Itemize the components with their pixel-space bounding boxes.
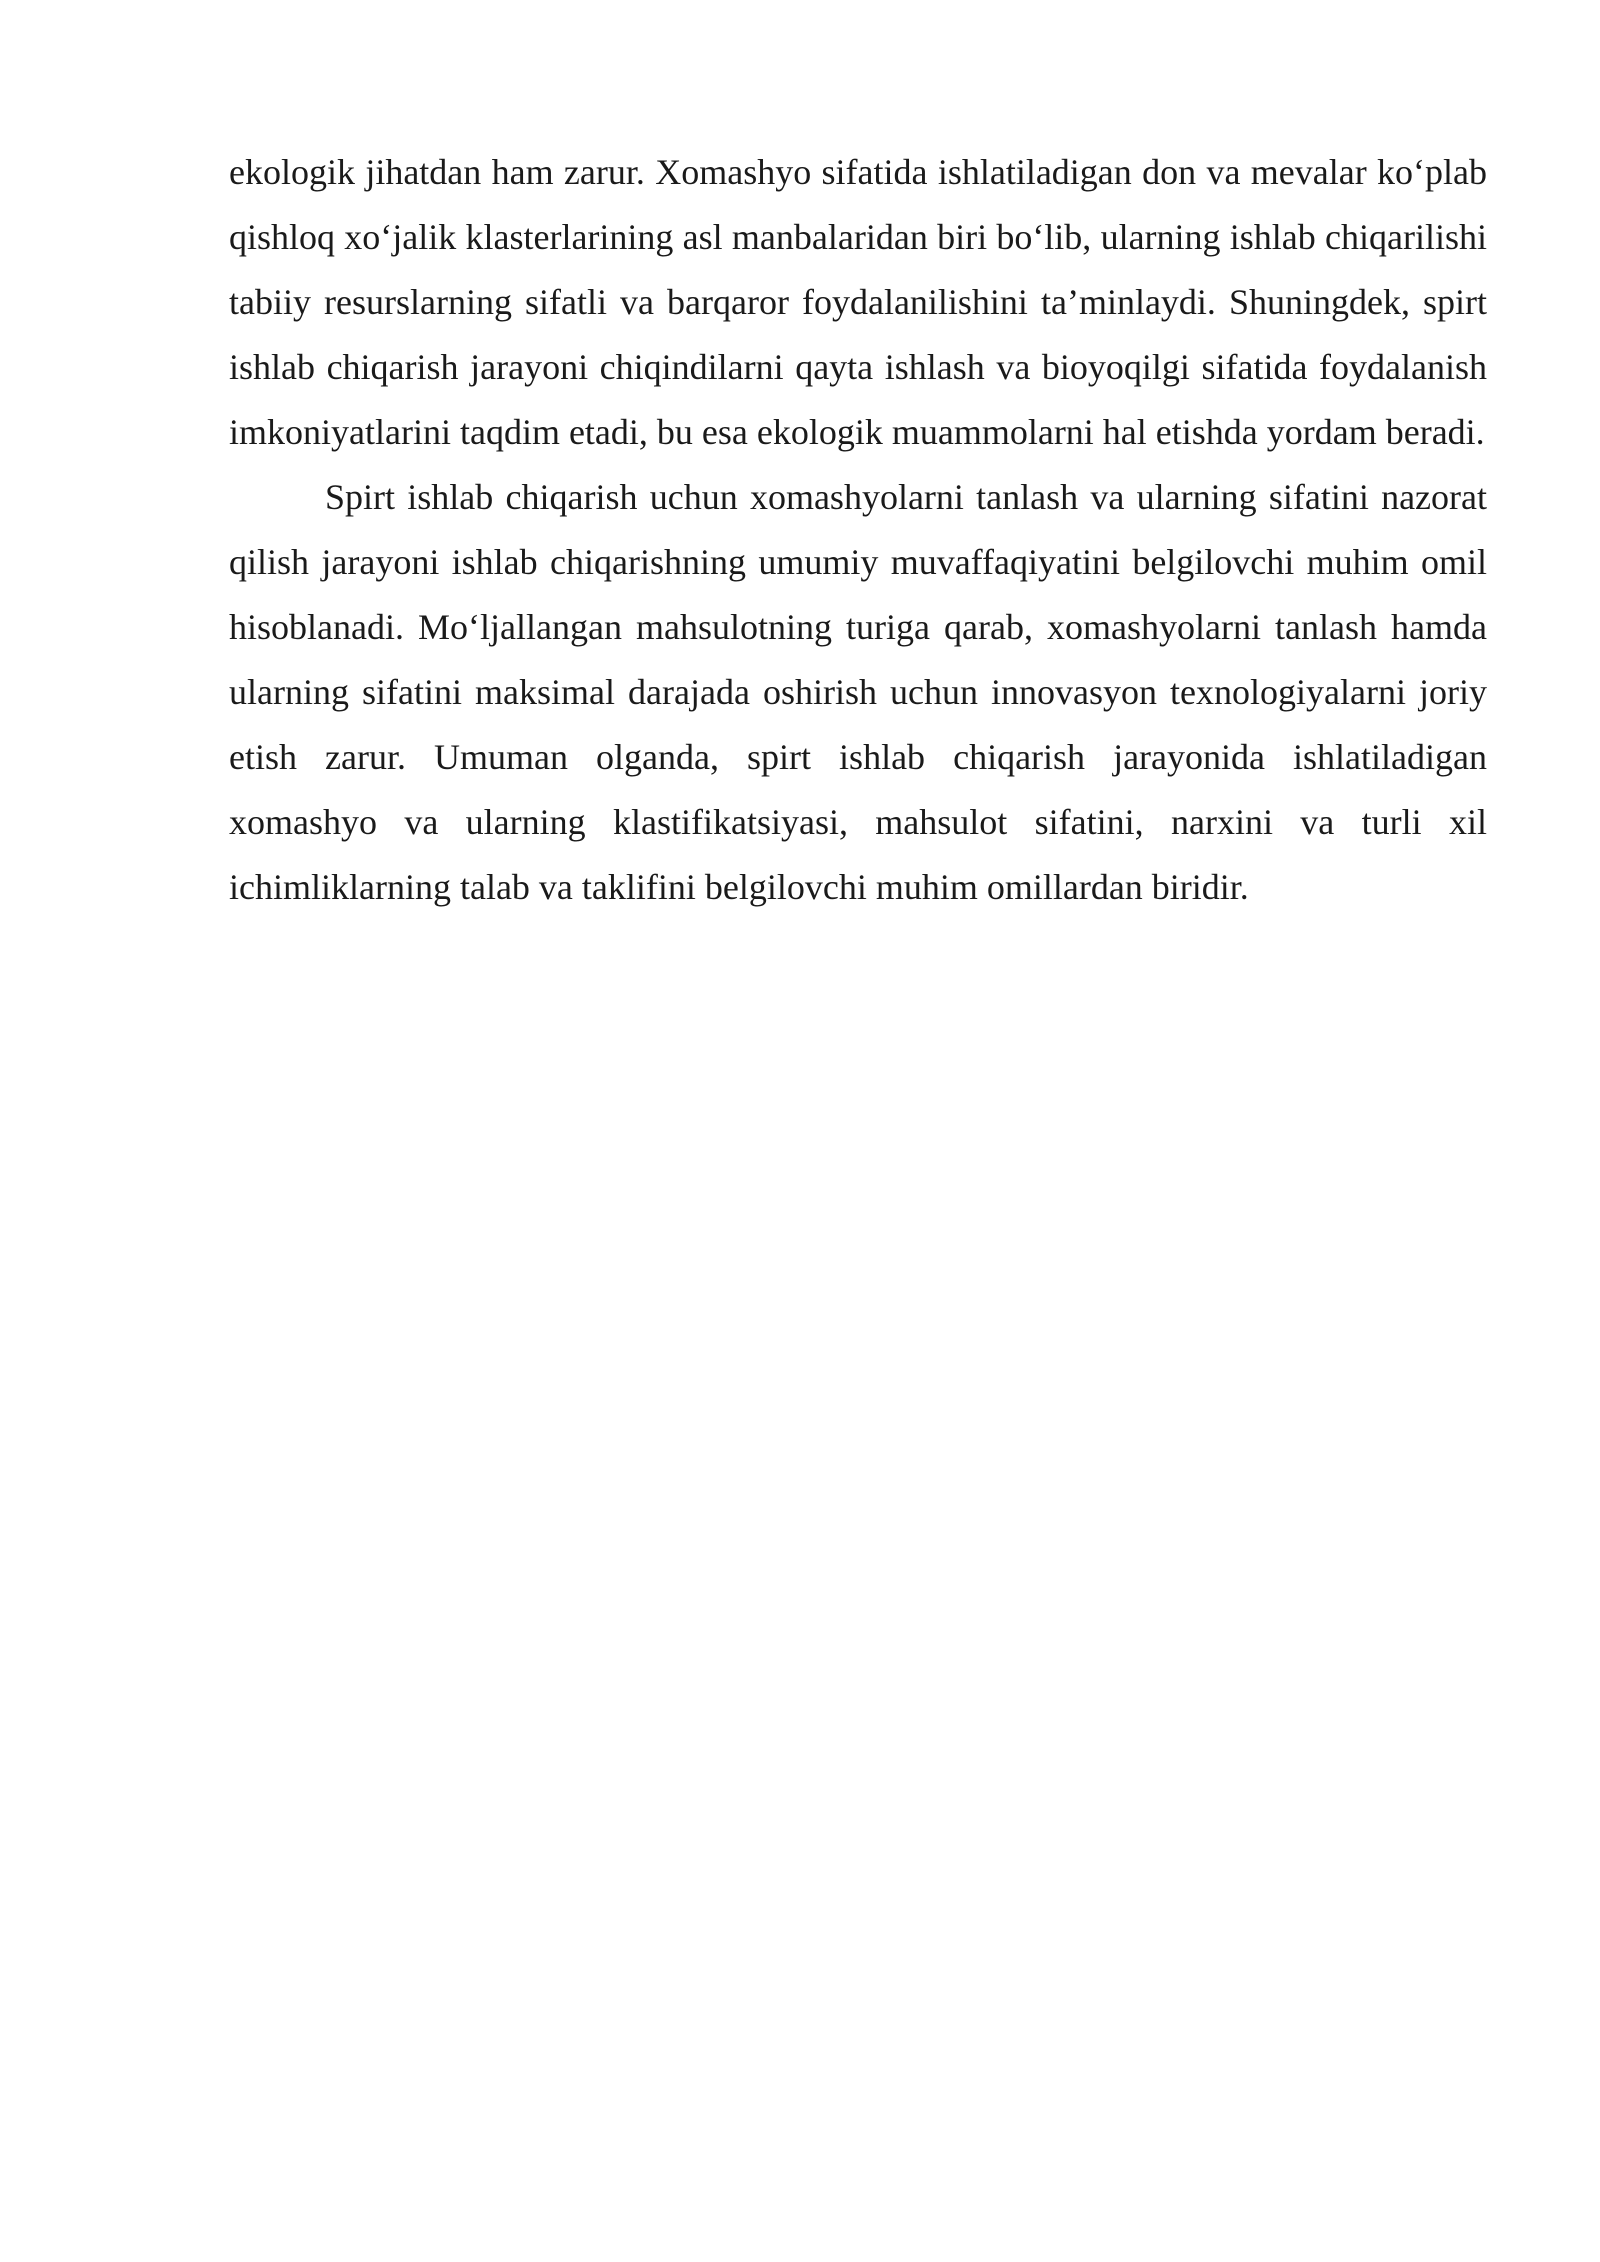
body-text [229, 140, 1487, 920]
paragraph-raw-material-selection: Spirt ishlab chiqarish uchun xomashyolarni tanlash va ularning sifatini nazorat qilish jarayoni ishlab chiqarishning umumiy muvaffaqiyatini belgilovchi muhim omil hisoblanadi. Mo‘ljallangan mahsulotning turiga qarab, xomashyolarni tanlash hamda ularning sifatini maksimal darajada oshirish uchun innovasyon texnologiyalarni joriy etish zarur. Umuman olganda, spirt ishlab chiqarish jarayonida ishlatiladigan xomashyo va ularning klastifikatsiyasi, mahsulot sifatini, narxini va turli xil ichimliklarning talab va taklifini belgilovchi muhim omillardan biridir. [229, 477, 1487, 907]
paragraph-continuation: ekologik jihatdan ham zarur. Xomashyo sifatida ishlatiladigan don va mevalar ko‘plab qishloq xo‘jalik klasterlarining asl manbalaridan biri bo‘lib, ularning ishlab chiqarilishi tabiiy resurslarning sifatli va barqaror foydalanilishini ta’minlaydi. Shuningdek, spirt ishlab chiqarish jarayoni chiqindilarni qayta ishlash va bioyoqilgi sifatida foydalanish imkoniyatlarini taqdim etadi, bu esa ekologik muammolarni hal etishda yordam beradi. [229, 152, 1487, 452]
